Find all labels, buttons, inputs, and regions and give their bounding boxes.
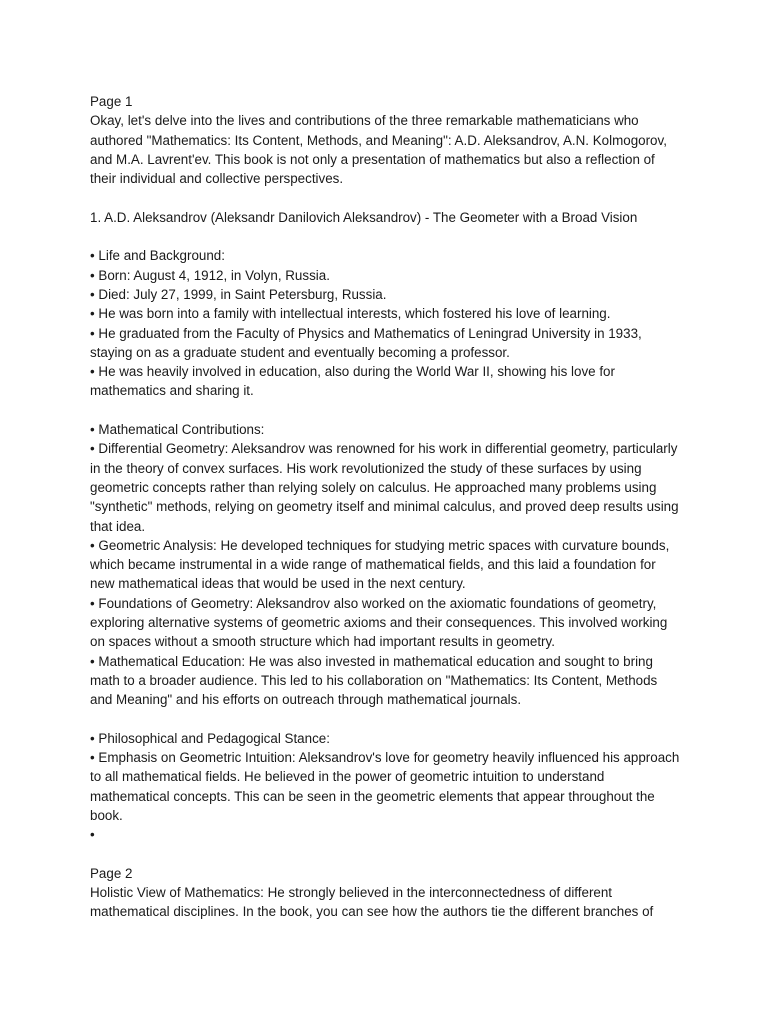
contrib-heading: • Mathematical Contributions: [90, 422, 265, 438]
contrib-item: • Foundations of Geometry: Aleksandrov also worked on the axiomatic foundations of geometry, exploring alternative systems of geometric axioms and their consequences. This involved working on spaces without a smooth structure which had important results in geometry. [90, 595, 668, 650]
contrib-item: • Geometric Analysis: He developed techniques for studying metric spaces with curvature bounds, which became instrumental in a wide range of mathematical fields, and this laid a foundation for new mathematical ideas that would be used in the next century. [90, 537, 670, 592]
life-item: • Died: July 27, 1999, in Saint Petersburg, Russia. [90, 286, 387, 302]
page-1-label: Page 1 [90, 94, 133, 109]
blank-line [90, 227, 680, 246]
life-item: • Born: August 4, 1912, in Volyn, Russia. [90, 267, 330, 283]
section-heading: 1. A.D. Aleksandrov (Aleksandr Danilovich Aleksandrov) - The Geometer with a Broad Vision [90, 209, 638, 225]
intro-paragraph: Okay, let's delve into the lives and contributions of the three remarkable mathematicians who authored "Mathematics: Its Content, Methods, and Meaning": A.D. Aleksandrov, A.N. Kolmogorov, and M.A. Lavrent'ev. This book is not only a presentation of mathematics but also a reflection of their individual and collective perspectives. [90, 113, 667, 187]
blank-line [90, 710, 680, 729]
page-2-label: Page 2 [90, 865, 133, 881]
blank-line [90, 401, 680, 420]
philo-heading: • Philosophical and Pedagogical Stance: [90, 730, 330, 746]
contrib-item: • Mathematical Education: He was also invested in mathematical education and sought to bring math to a broader audience. This led to his collaboration on "Mathematics: Its Content, Methods and Meaning" and his efforts on outreach through mathematical journals. [90, 653, 658, 708]
life-item: • He graduated from the Faculty of Physics and Mathematics of Leningrad University in 1933, staying on as a graduate student and eventually becoming a professor. [90, 325, 642, 360]
blank-line [90, 188, 680, 207]
philo-item: • Emphasis on Geometric Intuition: Aleksandrov's love for geometry heavily influenced his approach to all mathematical fields. He believed in the power of geometric intuition to understand mathematical concepts. This can be seen in the geometric elements that appear throughout the book. [90, 750, 680, 823]
page-2-paragraph: Holistic View of Mathematics: He strongly believed in the interconnectedness of different mathematical disciplines. In the book, you can see how the authors tie the different branches of [90, 885, 654, 920]
life-item: • He was born into a family with intellectual interests, which fostered his love of learning. [90, 306, 611, 322]
philo-item: • [90, 827, 95, 843]
blank-line [90, 845, 680, 864]
life-item: • He was heavily involved in education, also during the World War II, showing his love for mathematics and sharing it. [90, 364, 615, 399]
document-page [90, 92, 680, 922]
life-heading: • Life and Background: [90, 248, 225, 264]
contrib-item: • Differential Geometry: Aleksandrov was renowned for his work in differential geometry, particularly in the theory of convex surfaces. His work revolutionized the study of these surfaces by using geometric concepts rather than relying solely on calculus. He approached many problems using "synthetic" methods, relying on geometry itself and minimal calculus, and proved deep results using that idea. [90, 441, 679, 534]
